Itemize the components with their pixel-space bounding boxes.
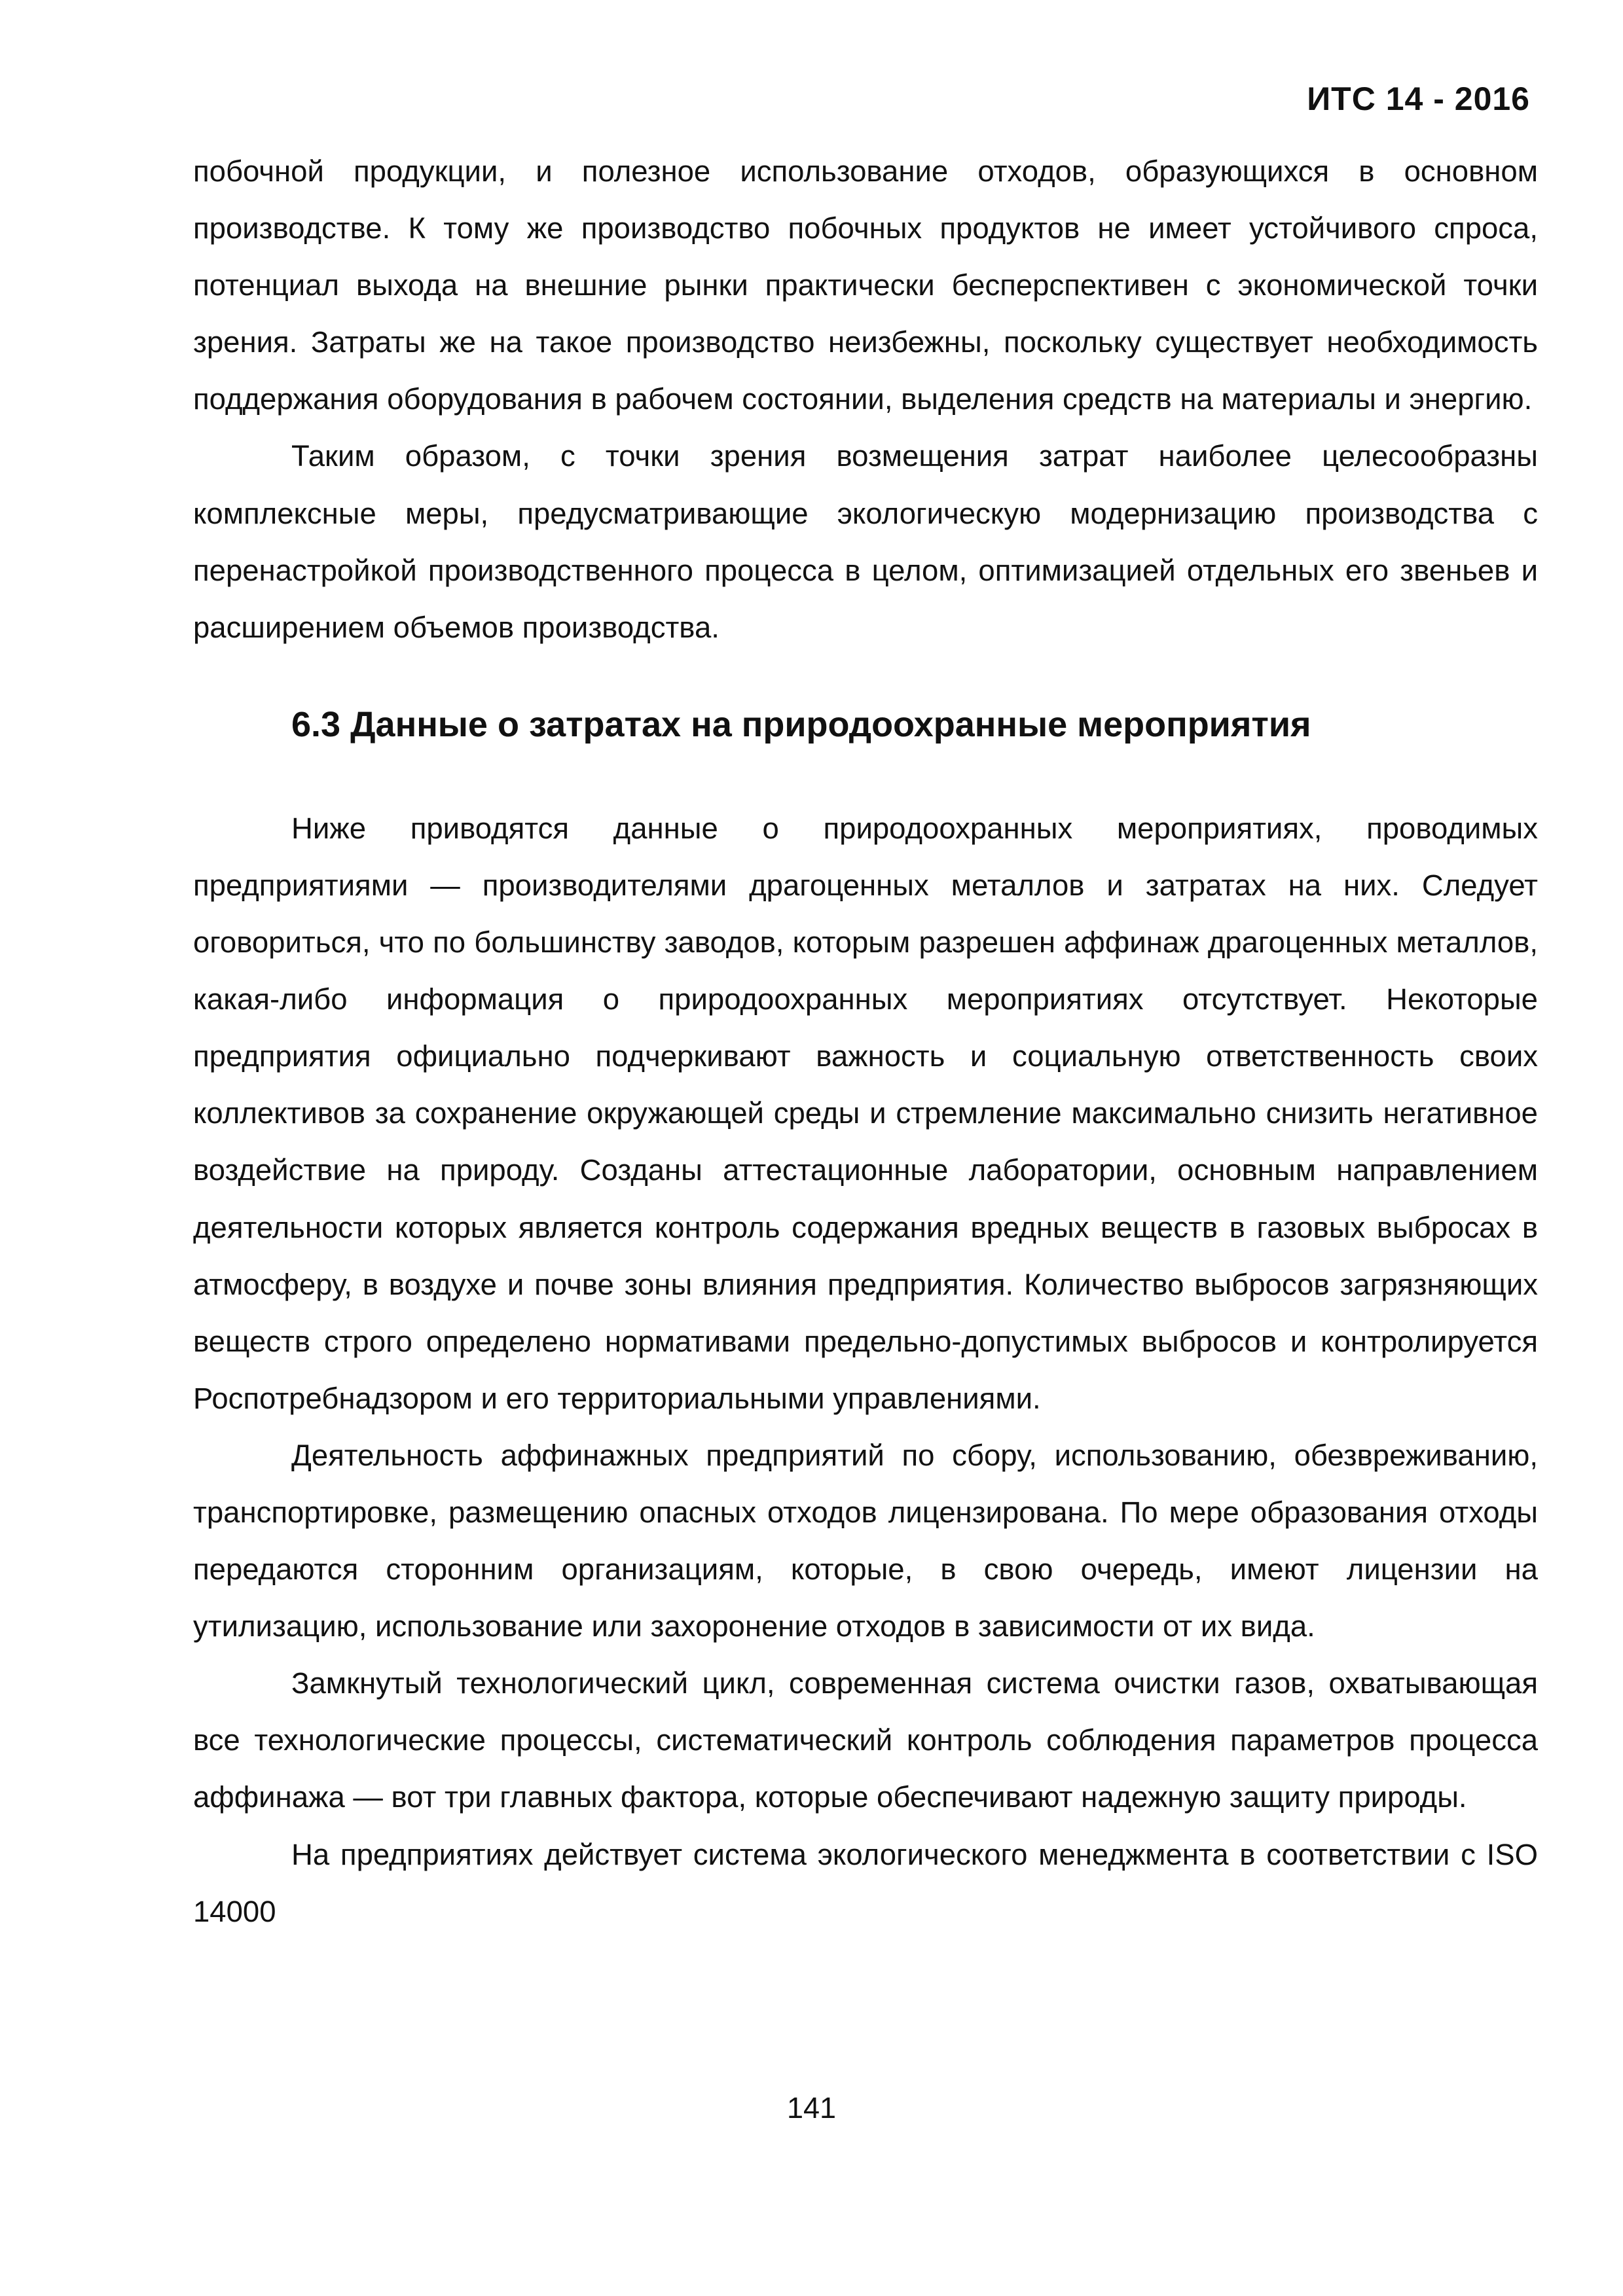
paragraph-conclusion: Таким образом, с точки зрения возмещения затрат наиболее целесообразны комплексные меры, предусматривающие экологическую модернизацию производства с перенастройкой производственного процесса в целом, оптимизацией отдельных его звеньев и расширением объемов производства. [193, 439, 1538, 644]
paragraph-waste-licensing: Деятельность аффинажных предприятий по сбору, использованию, обезвреживанию, транспортировке, размещению опасных отходов лицензирована. По мере образования отходы передаются сторонним организациям, которые, в свою очередь, имеют лицензии на утилизацию, использование или захоронение отходов в зависимости от их вида. [193, 1438, 1538, 1643]
paragraph-environmental-measures: Ниже приводятся данные о природоохранных мероприятиях, проводимых предприятиями — производителями драгоценных металлов и затратах на них. Следует оговориться, что по большинству заводов, которым разрешен аффинаж драгоценных металлов, какая-либо информация о природоохранных мероприятиях отсутствует. Некоторые предприятия официально подчеркивают важность и социальную ответственность своих коллективов за сохранение окружающей среды и стремление максимально снизить негативное воздействие на природу. Созданы аттестационные лаборатории, основным направлением деятельности которых является контроль содержания вредных веществ в газовых выбросах в атмосферу, в воздухе и почве зоны влияния предприятия. Количество выбросов загрязняющих веществ строго определено нормативами предельно-допустимых выбросов и контролируется Роспотребнадзором и его территориальными управлениями. [193, 811, 1538, 1415]
page-body [193, 143, 1538, 1940]
paragraph-iso-management: На предприятиях действует система экологического менеджмента в соответствии с ISO 14000 [193, 1837, 1538, 1928]
paragraph-protection-factors: Замкнутый технологический цикл, современная система очистки газов, охватывающая все технологические процессы, систематический контроль соблюдения параметров процесса аффинажа — вот три главных фактора, которые обеспечивают надежную защиту природы. [193, 1666, 1538, 1814]
page-number: 141 [786, 2091, 837, 2125]
section-heading: 6.3 Данные о затратах на природоохранные мероприятия [291, 704, 1311, 744]
document-code-header: ИТС 14 - 2016 [1307, 81, 1530, 117]
paragraph-continuation: побочной продукции, и полезное использование отходов, образующихся в основном производстве. К тому же производство побочных продуктов не имеет устойчивого спроса, потенциал выхода на внешние рынки практически бесперспективен с экономической точки зрения. Затраты же на такое производство неизбежны, поскольку существует необходимость поддержания оборудования в рабочем состоянии, выделения средств на материалы и энергию. [193, 154, 1538, 416]
